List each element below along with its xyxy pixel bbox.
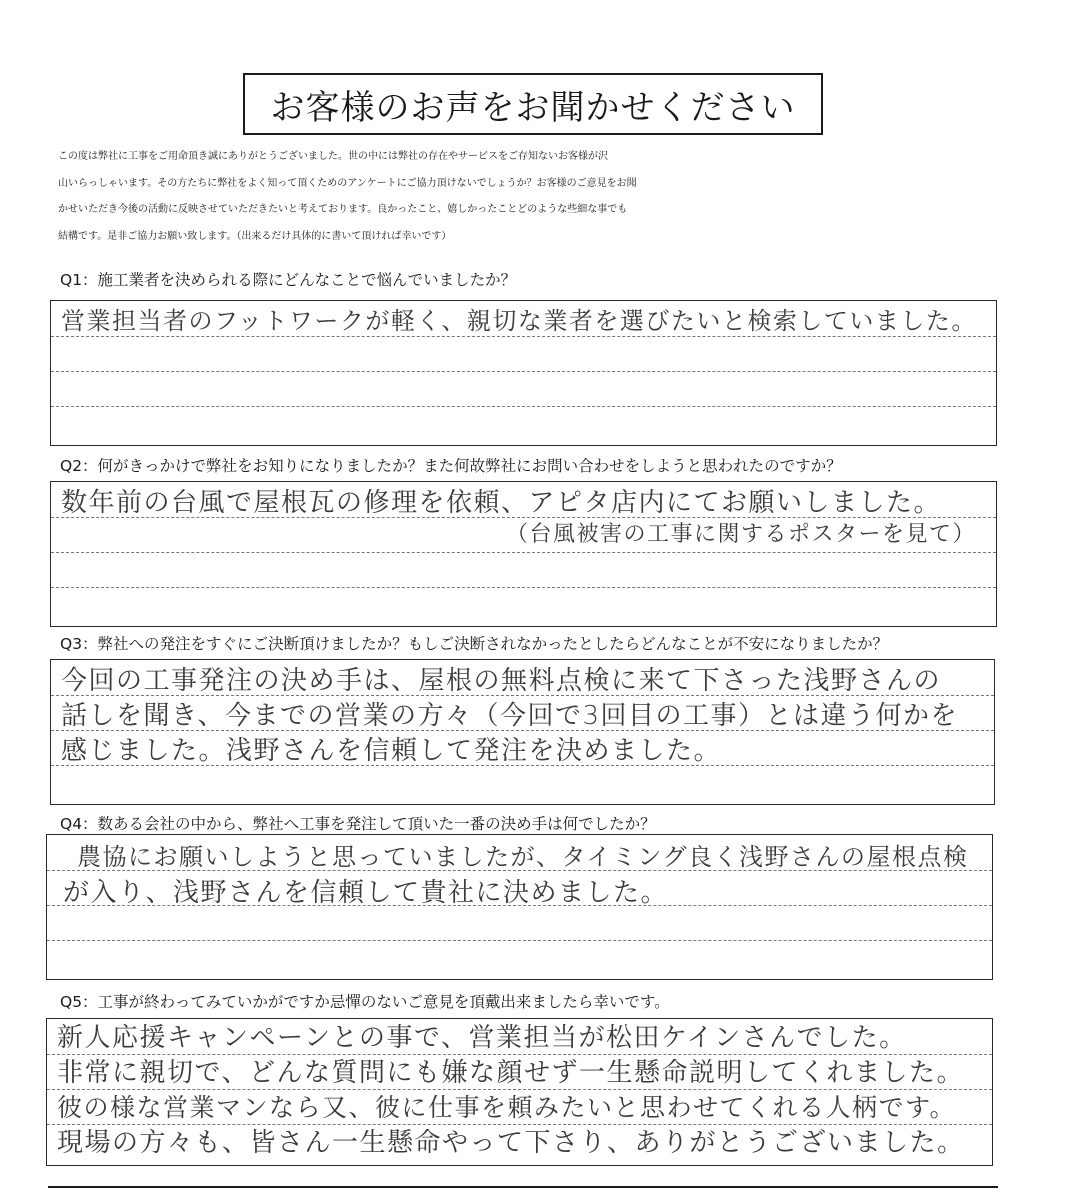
- intro-line: かせいただき今後の活動に反映させていただきたいと考えております。良かったこと、嬉しかったことどのような些細な事でも: [58, 204, 628, 215]
- answer-rule: [51, 336, 996, 337]
- title-box: [243, 73, 823, 135]
- page-title: お客様のお声をお聞かせください: [270, 87, 796, 128]
- answer-rule: [51, 406, 996, 407]
- handwritten-answer-line: （台風被害の工事に関するポスターを見て）: [506, 522, 977, 547]
- answer-3-box: [50, 659, 995, 805]
- answer-rule: [51, 371, 996, 372]
- handwritten-answer-line: 現場の方々も、皆さん一生懸命やって下さり、ありがとうございました。: [57, 1128, 965, 1158]
- answer-4-box: [46, 834, 993, 980]
- bottom-rule: [48, 1186, 998, 1188]
- handwritten-answer-line: 営業担当者のフットワークが軽く、親切な業者を選びたいと検索していました。: [61, 307, 977, 335]
- answer-rule: [47, 940, 992, 941]
- answer-rule: [51, 552, 996, 553]
- intro-line: 結構です。是非ご協力お願い致します。（出来るだけ具体的に書いて頂ければ幸いです）: [58, 230, 452, 242]
- handwritten-answer-line: が入り、浅野さんを信頼して貴社に決めました。: [63, 878, 669, 908]
- question-4-label: Q4：数ある会社の中から、弊社へ工事を発注して頂いた一番の決め手は何でしたか？: [60, 815, 656, 833]
- answer-5-box: [46, 1018, 993, 1166]
- question-5-label: Q5：工事が終わってみていかがですか忌憚のないご意見を頂戴出来ましたら幸いです。: [60, 993, 670, 1011]
- answer-rule: [51, 587, 996, 588]
- handwritten-answer-line: 感じました。浅野さんを信頼して発注を決めました。: [61, 736, 722, 766]
- question-1-label: Q1：施工業者を決められる際にどんなことで悩んでいましたか？: [60, 271, 517, 289]
- handwritten-answer-line: 新人応援キャンペーンとの事で、営業担当が松田ケインさんでした。: [57, 1023, 907, 1053]
- handwritten-answer-line: 農協にお願いしようと思っていましたが、タイミング良く浅野さんの屋根点検: [77, 843, 969, 871]
- handwritten-answer-line: 数年前の台風で屋根瓦の修理を依頼、アピタ店内にてお願いしました。: [61, 488, 942, 518]
- answer-rule: [47, 1089, 992, 1090]
- intro-text: [58, 144, 1018, 250]
- handwritten-answer-line: 話しを聞き、今までの営業の方々（今回で3回目の工事）とは違う何かを: [61, 701, 959, 731]
- intro-line: 山いらっしゃいます。その方たちに弊社をよく知って頂くためのアンケートにご協力頂けないでしょうか？お客様のご意見をお聞: [58, 177, 637, 189]
- handwritten-answer-line: 彼の様な営業マンなら又、彼に仕事を頼みたいと思わせてくれる人柄です。: [57, 1093, 957, 1122]
- answer-rule: [47, 1124, 992, 1125]
- intro-line: この度は弊社に工事をご用命頂き誠にありがとうございました。世の中には弊社の存在やサービスをご存知ないお客様が沢: [58, 151, 608, 162]
- answer-2-box: [50, 481, 997, 627]
- question-3-label: Q3：弊社への発注をすぐにご決断頂けましたか？もしご決断されなかったとしたらどんなことが不安になりましたか？: [60, 635, 889, 653]
- handwritten-answer-line: 今回の工事発注の決め手は、屋根の無料点検に来て下さった浅野さんの: [61, 666, 942, 696]
- handwritten-answer-line: 非常に親切で、どんな質問にも嫌な顔せず一生懸命説明してくれました。: [57, 1058, 964, 1088]
- answer-rule: [47, 1054, 992, 1055]
- question-2-label: Q2：何がきっかけで弊社をお知りになりましたか？また何故弊社にお問い合わせをしようと思われたのですか？: [60, 457, 842, 475]
- answer-1-box: [50, 300, 997, 446]
